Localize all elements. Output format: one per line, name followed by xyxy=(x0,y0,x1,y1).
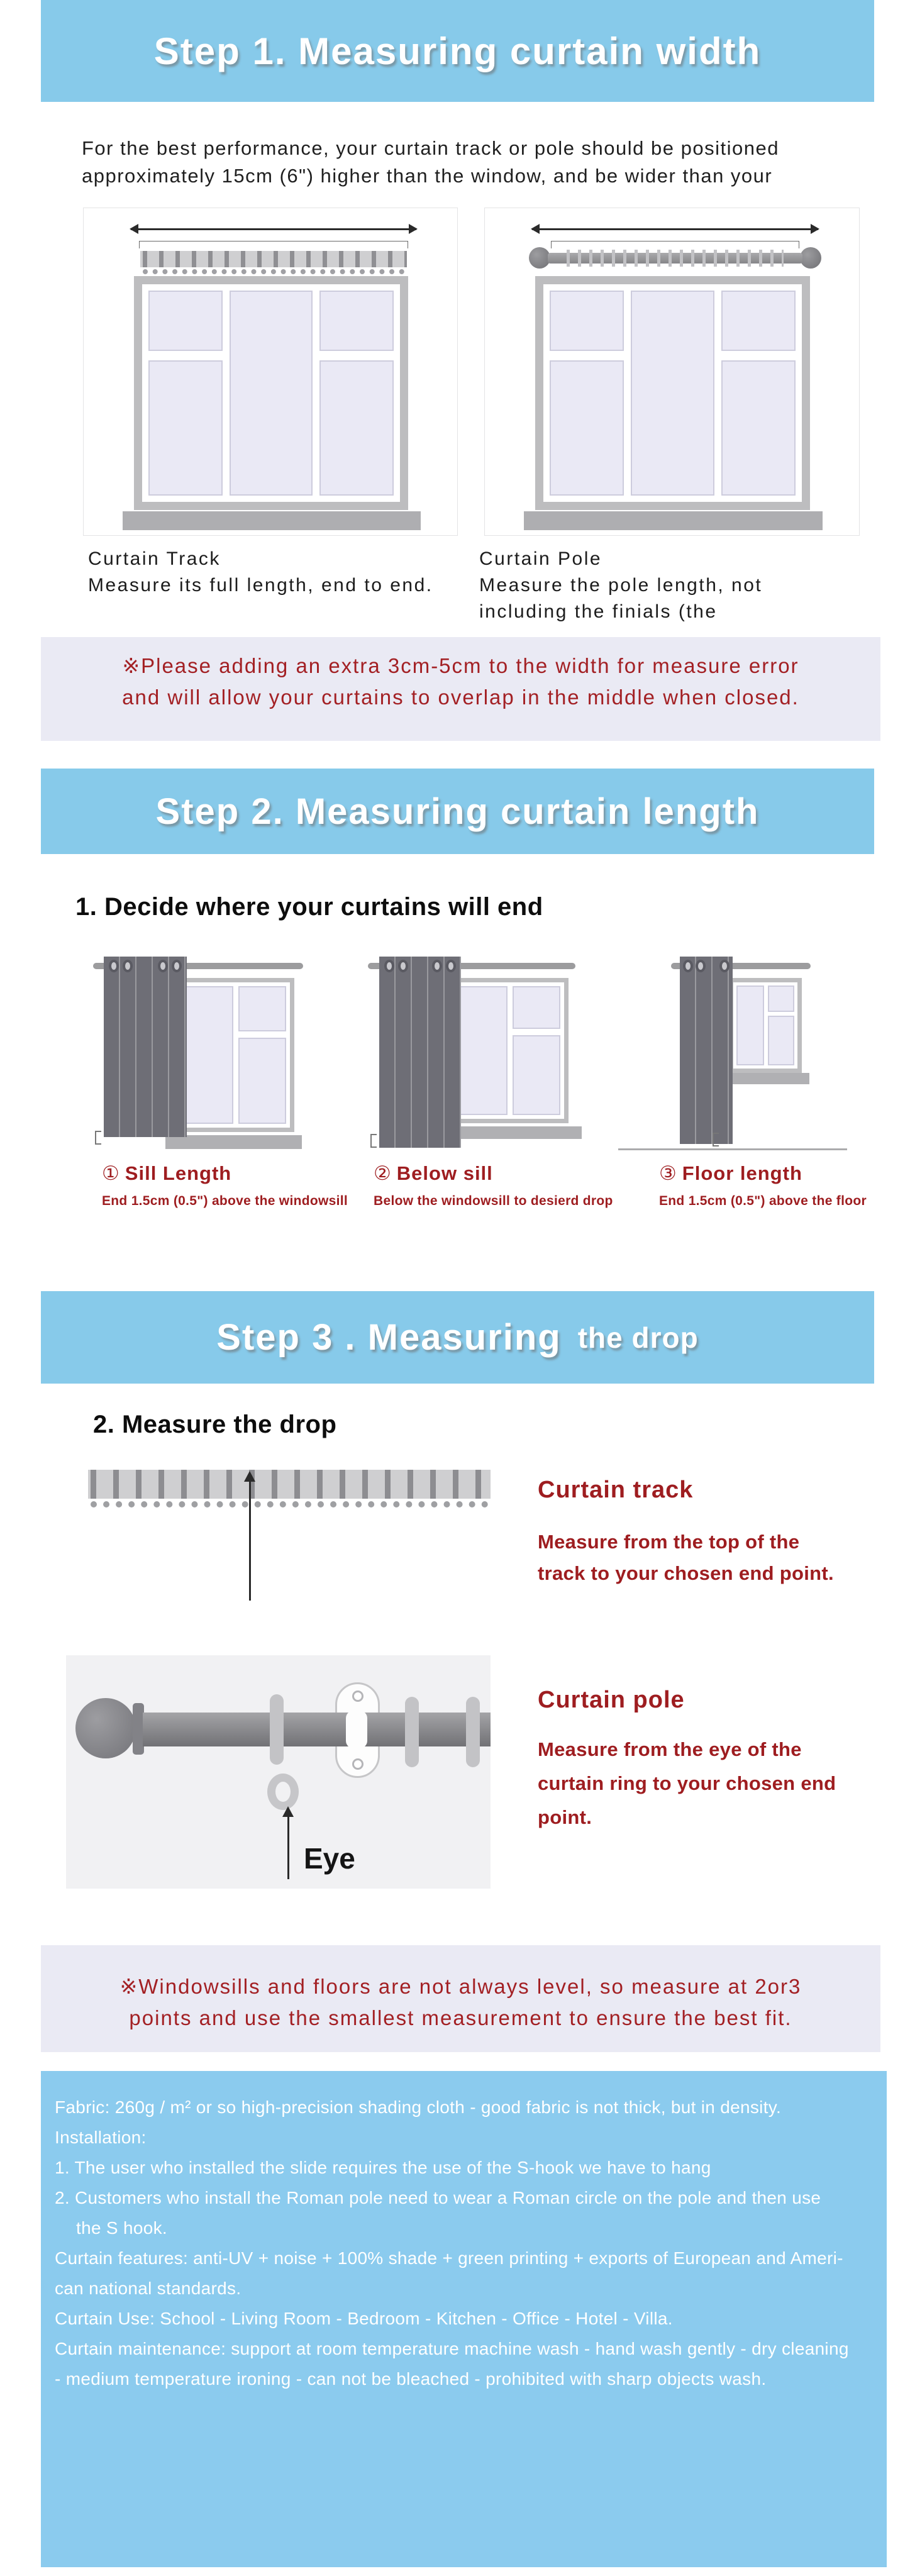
pole-finial-icon xyxy=(75,1698,136,1758)
window-left-column xyxy=(550,291,624,496)
window-sill xyxy=(123,511,421,530)
grommet-pair xyxy=(158,960,182,972)
info-line: Curtain Use: School - Living Room - Bedroom - Kitchen - Office - Hotel - Villa. xyxy=(55,2309,673,2328)
arrow-right-icon xyxy=(811,224,819,234)
measure-mark-icon xyxy=(95,1131,101,1145)
pole-rings-icon xyxy=(567,250,784,267)
window-illustration xyxy=(535,276,810,510)
window-pane xyxy=(238,1038,286,1124)
curtain-track-caption-title: Curtain Track xyxy=(88,548,221,569)
window-illustration xyxy=(449,978,569,1123)
grommets xyxy=(680,960,733,972)
level-note-line2: points and use the smallest measurement to ensure the best fit. xyxy=(129,2006,792,2029)
drop-track-diagram xyxy=(88,1470,491,1614)
info-line: can national standards. xyxy=(55,2279,241,2298)
info-line: 2. Customers who install the Roman pole need to wear a Roman circle on the pole and then use xyxy=(55,2188,821,2207)
curtain-ring-icon xyxy=(270,1694,284,1765)
step3-subtitle: 2. Measure the drop xyxy=(93,1411,337,1438)
arrow-right-icon xyxy=(409,224,418,234)
floor-length-label xyxy=(659,1162,867,1185)
below-sill-diagram xyxy=(368,948,582,1153)
width-note xyxy=(41,637,880,741)
window-panes xyxy=(453,982,564,1119)
drop-track-line2: track to your chosen end point. xyxy=(538,1562,834,1584)
window-right-column xyxy=(513,986,560,1115)
step1-intro xyxy=(82,135,862,190)
grommet-icon xyxy=(123,960,133,972)
window-pane xyxy=(148,360,223,496)
window-pane xyxy=(457,986,508,1115)
drop-pole-diagram xyxy=(66,1655,491,1889)
below-sill-text: Below sill xyxy=(396,1162,493,1184)
window-panes xyxy=(543,284,802,502)
arrow-left-icon xyxy=(531,224,540,234)
curtain-pole-caption-line1: Measure the pole length, not xyxy=(479,575,763,596)
step1-title: Step 1. Measuring curtain width xyxy=(153,30,762,72)
info-line: 1. The user who installed the slide requires the use of the S-hook we have to hang xyxy=(55,2158,711,2177)
measure-bracket-icon xyxy=(551,241,799,248)
step1-intro-line1: For the best performance, your curtain track or pole should be positioned xyxy=(82,137,779,159)
window-pane xyxy=(513,1035,560,1115)
screw-icon xyxy=(352,1690,363,1702)
grommet-icon xyxy=(446,960,456,972)
window-panes xyxy=(179,982,290,1128)
window-right-column xyxy=(768,985,794,1065)
step1-banner xyxy=(41,0,874,102)
drop-pole-body xyxy=(538,1733,836,1835)
grommet-pair xyxy=(683,960,706,972)
info-line: the S hook. xyxy=(76,2218,167,2238)
window-pane xyxy=(550,291,624,351)
grommet-icon xyxy=(158,960,168,972)
grommet-icon xyxy=(683,960,693,972)
grommet-pair xyxy=(109,960,133,972)
eye-arrow-icon xyxy=(287,1816,289,1879)
drop-pole-line3: point. xyxy=(538,1806,592,1828)
sill-length-desc: End 1.5cm (0.5") above the windowsill xyxy=(102,1194,348,1208)
width-arrow-icon xyxy=(532,228,818,230)
drop-track-title: Curtain track xyxy=(538,1477,694,1503)
info-line: Curtain features: anti-UV + noise + 100% shade + green printing + exports of European and Ameri- xyxy=(55,2248,843,2268)
window-pane xyxy=(721,291,796,351)
grommet-pair xyxy=(432,960,456,972)
window-illustration xyxy=(134,276,408,510)
ring-eye-icon xyxy=(267,1774,299,1810)
curtain-track-caption xyxy=(88,546,433,599)
below-sill-desc: Below the windowsill to desierd drop xyxy=(374,1194,613,1208)
drop-pole-title: Curtain pole xyxy=(538,1687,685,1713)
curtain-panel xyxy=(104,957,187,1137)
window-pane xyxy=(768,985,794,1012)
level-note-line1: ※Windowsills and floors are not always level, so measure at 2or3 xyxy=(119,1975,802,1998)
circled-3-icon: ③ xyxy=(659,1162,677,1184)
drop-pole-line2: curtain ring to your chosen end xyxy=(538,1772,836,1794)
step2-banner xyxy=(41,769,874,854)
width-note-line1: ※Please adding an extra 3cm-5cm to the width for measure error xyxy=(122,654,799,677)
screw-icon xyxy=(352,1758,363,1770)
width-note-line2: and will allow your curtains to overlap in the middle when closed. xyxy=(122,686,799,709)
grommets xyxy=(379,960,461,972)
sill-length-label xyxy=(102,1162,348,1185)
below-sill-label xyxy=(374,1162,613,1185)
window-pane xyxy=(550,360,624,496)
drop-pole-text xyxy=(538,1687,836,1835)
curtain-pole-diagram xyxy=(484,208,860,536)
width-arrow-icon xyxy=(131,228,416,230)
eye-label: Eye xyxy=(304,1842,355,1875)
grommet-icon xyxy=(432,960,442,972)
step2-subtitle: 1. Decide where your curtains will end xyxy=(75,893,543,921)
window-right-column xyxy=(721,291,796,496)
window-sill xyxy=(524,511,823,530)
grommet-icon xyxy=(696,960,706,972)
circled-2-icon: ② xyxy=(374,1162,392,1184)
window-sill xyxy=(165,1135,302,1149)
window-pane xyxy=(238,986,286,1031)
step3-banner xyxy=(41,1291,874,1384)
window-pane xyxy=(319,291,394,351)
track-loops-icon xyxy=(143,269,404,274)
track-gliders-icon xyxy=(91,1470,491,1499)
info-line: - medium temperature ironing - can not be bleached - prohibited with sharp objects wash. xyxy=(55,2369,767,2389)
level-note xyxy=(41,1945,880,2052)
curtain-pole-caption-line2: including the finials (the xyxy=(479,601,718,622)
step2-title: Step 2. Measuring curtain length xyxy=(155,791,760,832)
curtain-panel xyxy=(379,957,461,1148)
drop-track-text xyxy=(538,1477,834,1589)
grommets xyxy=(104,960,187,972)
window-pane xyxy=(736,985,764,1065)
grommet-pair xyxy=(384,960,408,972)
curtain-panel xyxy=(680,957,733,1144)
window-pane xyxy=(513,986,560,1029)
grommet-icon xyxy=(109,960,119,972)
drop-track-body xyxy=(538,1526,834,1589)
window-pane xyxy=(768,1016,794,1065)
step1-intro-line2: approximately 15cm (6") higher than the window, and be wider than your xyxy=(82,165,773,187)
info-line: Curtain maintenance: support at room temperature machine wash - hand wash gently - dry cleaning xyxy=(55,2339,849,2358)
curtain-ring-icon xyxy=(405,1697,419,1767)
drop-track-line1: Measure from the top of the xyxy=(538,1531,800,1553)
curtain-track-icon xyxy=(140,251,407,267)
window-panes xyxy=(733,982,797,1069)
curtain-ring-icon xyxy=(466,1697,480,1767)
floor-length-diagram xyxy=(657,948,865,1153)
window-pane xyxy=(148,291,223,351)
arrow-left-icon xyxy=(130,224,138,234)
grommet-icon xyxy=(384,960,394,972)
window-pane xyxy=(319,360,394,496)
window-pane xyxy=(721,360,796,496)
grommet-icon xyxy=(719,960,730,972)
curtain-track-caption-line1: Measure its full length, end to end. xyxy=(88,575,433,596)
floor-length-text: Floor length xyxy=(682,1162,802,1184)
product-info-panel xyxy=(41,2071,887,2567)
window-illustration xyxy=(729,978,802,1073)
measure-mark-icon xyxy=(713,1133,719,1146)
curtain-pole-icon xyxy=(143,1713,491,1746)
window-sill xyxy=(721,1073,809,1084)
below-sill-caption xyxy=(374,1162,613,1209)
curtain-track-icon xyxy=(88,1470,491,1499)
sill-length-diagram xyxy=(91,948,305,1153)
floor-line xyxy=(618,1148,847,1150)
curtain-pole-caption xyxy=(479,546,762,625)
info-line: Installation: xyxy=(55,2128,147,2147)
floor-length-desc: End 1.5cm (0.5") above the floor xyxy=(659,1194,867,1208)
curtain-pole-caption-title: Curtain Pole xyxy=(479,548,602,569)
arrow-up-icon xyxy=(282,1806,294,1817)
measure-up-arrow-icon xyxy=(249,1481,251,1601)
window-center-pane xyxy=(631,291,714,496)
sill-length-text: Sill Length xyxy=(125,1162,232,1184)
window-panes xyxy=(142,284,400,502)
measure-mark-icon xyxy=(370,1134,377,1148)
window-right-column xyxy=(238,986,286,1124)
window-center-pane xyxy=(230,291,313,496)
floor-length-caption xyxy=(659,1162,867,1209)
pole-finial-icon xyxy=(529,247,550,269)
curtain-pole-icon xyxy=(548,253,802,264)
bracket-clamp-icon xyxy=(346,1711,367,1748)
grommet-icon xyxy=(172,960,182,972)
sill-length-caption xyxy=(102,1162,348,1209)
window-right-column xyxy=(319,291,394,496)
arrow-up-icon xyxy=(244,1471,255,1482)
track-gliders-icon xyxy=(143,251,407,267)
pole-finial-icon xyxy=(800,247,821,269)
curtain-track-diagram xyxy=(83,208,458,536)
window-illustration xyxy=(175,978,294,1132)
circled-1-icon: ① xyxy=(102,1162,120,1184)
drop-pole-line1: Measure from the eye of the xyxy=(538,1738,802,1760)
info-line: Fabric: 260g / m² or so high-precision shading cloth - good fabric is not thick, but in density. xyxy=(55,2097,782,2117)
window-left-column xyxy=(148,291,223,496)
window-pane xyxy=(183,986,233,1124)
track-loops-icon xyxy=(91,1501,488,1507)
grommet-icon xyxy=(398,960,408,972)
step3-title-sub: the drop xyxy=(577,1321,699,1354)
measure-bracket-icon xyxy=(139,241,408,248)
step3-title: Step 3 . Measuring xyxy=(216,1317,562,1358)
